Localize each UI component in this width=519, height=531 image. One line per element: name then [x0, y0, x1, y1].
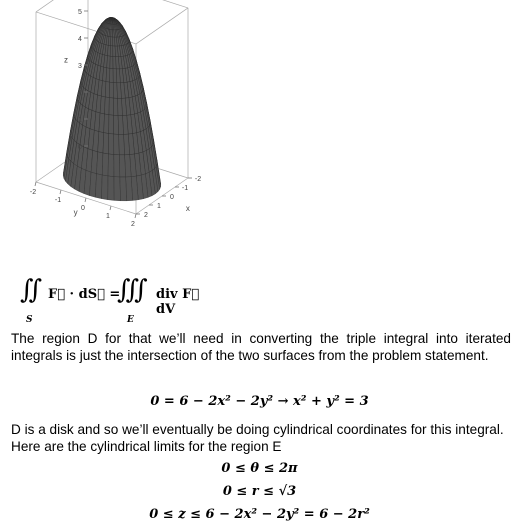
surface-patch: [105, 82, 109, 98]
surface-patch: [113, 98, 118, 115]
surface-patch: [118, 116, 123, 135]
z-limits: 0 ≤ z ≤ 6 − 2x² − 2y² = 6 − 2r²: [149, 507, 370, 522]
surface-patch: [119, 134, 125, 155]
x-tick-label-1: -1: [181, 185, 189, 192]
y-tick: [85, 198, 86, 202]
surface-patch: [120, 177, 127, 201]
surface-patch: [110, 56, 113, 69]
y-tick-label-4: 2: [131, 221, 135, 228]
surface-patch: [110, 68, 114, 82]
surface-patch: [110, 37, 112, 46]
surface-subscript: S: [26, 315, 33, 325]
y-tick-label-3: 1: [106, 213, 110, 220]
z-tick-label-3: 3: [78, 63, 82, 70]
surface-patch: [107, 56, 110, 69]
surface-patch: [104, 114, 109, 134]
surface-patch: [108, 176, 114, 200]
x-tick-label-2: 0: [170, 194, 174, 201]
surface-patch: [119, 155, 125, 177]
surface-patch: [109, 98, 114, 116]
paragraph-region-d: The region D for that we’ll need in converting the triple integral into iterated integrals is just the intersection of the two surfaces from the problem statement.: [11, 331, 511, 363]
surface-patch: [95, 174, 102, 199]
y-axis-label: y: [73, 208, 78, 218]
paraboloid-surface: [63, 17, 161, 200]
rhs-integrand: div F⃗ dV: [156, 287, 200, 317]
surface-patch: [103, 133, 109, 154]
surface-patch: [104, 97, 109, 115]
z-axis-label: z: [64, 55, 68, 65]
surface-patch: [99, 113, 105, 133]
x-tick-label-4: 2: [144, 212, 148, 219]
intersection-equation: 0 = 6 − 2x² − 2y² → x² + y² = 3: [150, 394, 369, 409]
x-tick-label-3: 1: [157, 203, 161, 210]
region-subscript: E: [127, 315, 134, 325]
paraboloid-plot: [8, 0, 218, 262]
z-tick-label-5: 5: [78, 9, 82, 16]
surface-patch: [97, 152, 103, 175]
surface-patch: [114, 134, 120, 155]
triple-integral-symbol: ∭: [117, 275, 140, 305]
surface-patch: [108, 133, 113, 154]
theta-limits: 0 ≤ θ ≤ 2π: [221, 461, 298, 476]
y-tick-label-1: -1: [54, 197, 62, 204]
surface-patch: [101, 175, 108, 200]
y-tick: [110, 206, 111, 210]
x-axis-label: x: [185, 204, 190, 213]
surface-patch: [109, 82, 113, 98]
z-tick-label-0: 0: [78, 144, 82, 151]
box-edge: [136, 8, 188, 44]
box-edge: [88, 0, 188, 8]
surface-patch: [109, 115, 114, 134]
surface-patch: [98, 132, 104, 153]
divergence-theorem-equation: [20, 275, 220, 327]
surface-patch: [110, 46, 113, 57]
y-tick: [35, 182, 36, 186]
lhs-integrand: F⃗ · dS⃗ =: [48, 287, 121, 302]
surface-patch: [114, 155, 120, 177]
surface-patch: [114, 115, 119, 134]
z-tick-label-4: 4: [78, 36, 82, 43]
paragraph-cylindrical: D is a disk and so we’ll eventually be doing cylindrical coordinates for this integral. Here are the cylindrical limits for the region E: [11, 422, 504, 454]
double-integral-symbol: ∬: [20, 275, 35, 305]
z-tick-label-2: 2: [78, 90, 82, 97]
z-tick-label-1: 1: [78, 117, 82, 124]
y-tick-label-2: 0: [81, 205, 85, 212]
y-tick: [135, 214, 136, 218]
y-tick-label-0: -2: [29, 189, 37, 196]
x-tick-label-0: -2: [194, 176, 202, 183]
surface-patch: [117, 98, 122, 115]
r-limits: 0 ≤ r ≤ √3: [222, 484, 297, 499]
y-tick: [60, 190, 61, 194]
surface-patch: [102, 153, 108, 176]
surface-patch: [108, 154, 114, 177]
surface-patch: [106, 68, 110, 82]
surface-patch: [114, 177, 120, 201]
